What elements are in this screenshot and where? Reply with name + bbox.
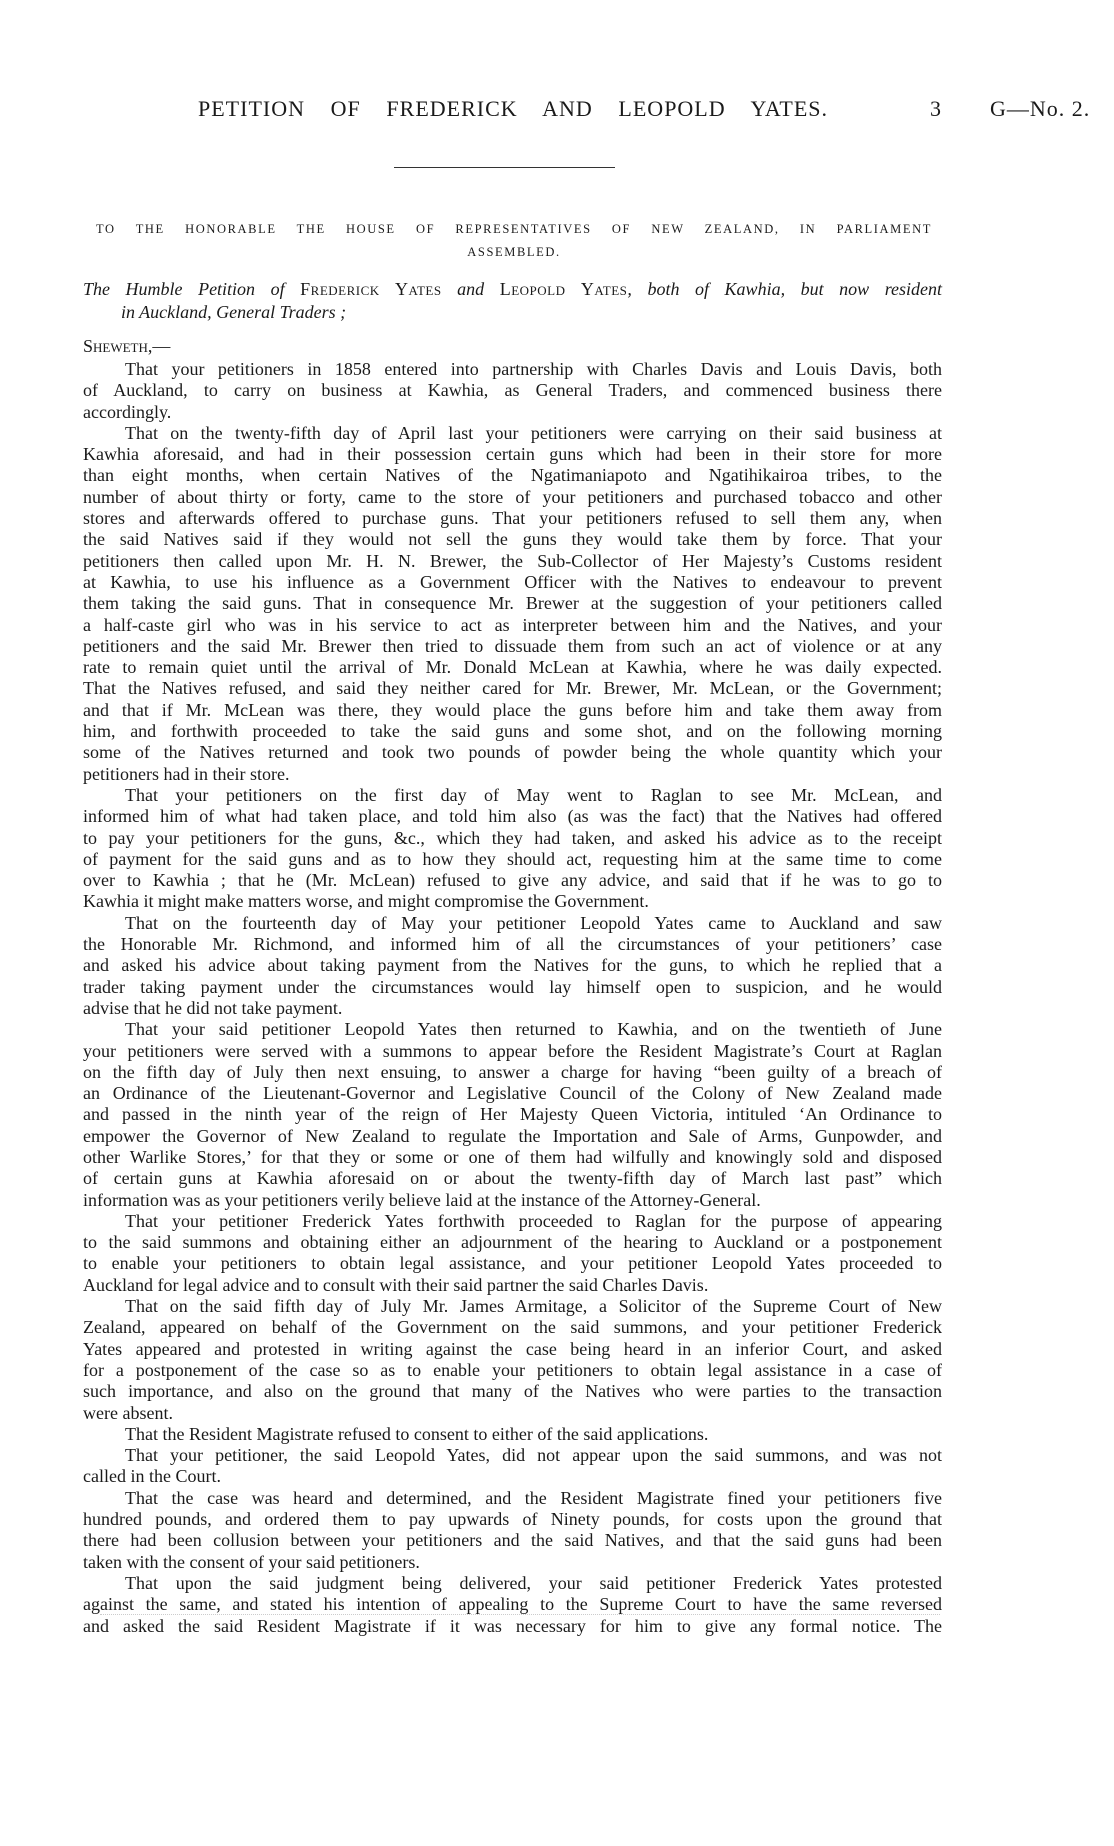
page-number: 3 (930, 96, 941, 121)
paragraph-line: such importance, and also on the ground that many of the Natives who were parties to the transaction (83, 1381, 942, 1402)
paragraph-line: That your petitioner, the said Leopold Yates, did not appear upon the said summons, and was not (125, 1445, 942, 1466)
paragraph-line: and that if Mr. McLean was there, they would place the guns before him and take them away from (83, 699, 942, 720)
petition-intro (83, 278, 942, 324)
paragraph-line: That on the twenty-fifth day of April last your petitioners were carrying on their said business at (125, 422, 942, 443)
paragraph-line: empower the Governor of New Zealand to regulate the Importation and Sale of Arms, Gunpowder, and (83, 1125, 942, 1146)
paragraph-line: That on the said fifth day of July Mr. James Armitage, a Solicitor of the Supreme Court of New (125, 1296, 942, 1317)
paragraph (83, 1211, 942, 1296)
paragraph-line: him, and forthwith proceeded to take the said guns and some shot, and on the following morning (83, 721, 942, 742)
paragraph-line: on the fifth day of July then next ensuing, to answer a charge for having “been guilty of a breach of (83, 1061, 942, 1082)
paragraph-line: number of about thirty or forty, came to the store of your petitioners and purchased tobacco and other (83, 486, 942, 507)
paragraph-line: some of the Natives returned and took two pounds of powder being the whole quantity which your (83, 742, 942, 763)
paragraph (83, 1424, 942, 1445)
intro-text: The Humble Petition of (83, 279, 301, 299)
paragraph-line: and asked his advice about taking payment from the Natives for the guns, to which he replied that a (83, 955, 942, 976)
paragraph-line: petitioners had in their store. (83, 763, 290, 784)
paragraph-line: That the Resident Magistrate refused to consent to either of the said applications. (125, 1423, 709, 1444)
paragraph-line: an Ordinance of the Lieutenant-Governor and Legislative Council of the Colony of New Zealand made (83, 1083, 942, 1104)
paragraph-line: accordingly. (83, 401, 172, 422)
paragraph-line: them taking the said guns. That in consequence Mr. Brewer at the suggestion of your petitioners called (83, 593, 942, 614)
paragraph-line: and passed in the ninth year of the reign of Her Majesty Queen Victoria, intituled ‘An Ordinance to (83, 1104, 942, 1125)
paragraph-line: That upon the said judgment being delivered, your said petitioner Frederick Yates protested (125, 1572, 942, 1593)
running-title: PETITION OF FREDERICK AND LEOPOLD YATES. (198, 96, 828, 121)
paragraph-line: were absent. (83, 1402, 173, 1423)
paragraph-line: to the said summons and obtaining either an adjournment of the hearing to Auckland or a postponement (83, 1232, 942, 1253)
paragraph-line: than eight months, when certain Natives of the Ngatimaniapoto and Ngatihikairoa tribes, to the (83, 465, 942, 486)
paragraph-line: for a postponement of the case so as to enable your petitioners to obtain legal assistance in a case of (83, 1359, 942, 1380)
paragraph-line: the said Natives said if they would not sell the guns they would take them by force. That your (83, 529, 942, 550)
paragraph-line: to pay your petitioners for the guns, &c., which they had taken, and asked his advice as to the receipt (83, 827, 942, 848)
paragraph-line: advise that he did not take payment. (83, 997, 343, 1018)
paragraph-line: your petitioners were served with a summons to appear before the Resident Magistrate’s Court at Raglan (83, 1040, 942, 1061)
paragraph (83, 423, 942, 785)
petition-body (83, 359, 942, 1637)
paragraph-line: trader taking payment under the circumstances would lay himself open to suspicion, and he would (83, 976, 942, 997)
intro-text: , both of Kawhia, but now resident (627, 279, 943, 299)
paragraph-line: of payment for the said guns and as to how they should act, requesting him at the same time to come (83, 848, 942, 869)
paragraph-line: information was as your petitioners verily believe laid at the instance of the Attorney-General. (83, 1189, 761, 1210)
paragraph-line: other Warlike Stores,’ for that they or some or one of them had wilfully and knowingly sold and disposed (83, 1146, 942, 1167)
paragraph-line: rate to remain quiet until the arrival of Mr. Donald McLean at Kawhia, where he was daily expected. (83, 657, 942, 678)
paragraph (83, 1445, 942, 1488)
address-line-2: ASSEMBLED. (467, 245, 561, 259)
paragraph-line: of certain guns at Kawhia aforesaid on or about the twenty-fifth day of March last past” which (83, 1168, 942, 1189)
paragraph-line: informed him of what had taken place, and told him also (as was the fact) that the Natives had offered (83, 806, 942, 827)
paragraph-line: the Honorable Mr. Richmond, and informed him of all the circumstances of your petitioners’ case (83, 934, 942, 955)
paragraph-line: petitioners and the said Mr. Brewer then tried to dissuade them from such an act of violence or at any (83, 635, 942, 656)
paragraph-line: hundred pounds, and ordered them to pay upwards of Ninety pounds, for costs upon the ground that (83, 1509, 942, 1530)
paragraph-line: That your said petitioner Leopold Yates then returned to Kawhia, and on the twentieth of June (125, 1019, 942, 1040)
intro-text: and (441, 279, 500, 299)
paragraph-line: That the case was heard and determined, and the Resident Magistrate fined your petitioners five (125, 1487, 942, 1508)
paragraph (83, 1488, 942, 1573)
paragraph-line: taken with the consent of your said petitioners. (83, 1551, 420, 1572)
petitioner-name-2: Leopold Yates (499, 279, 628, 299)
header-divider (394, 167, 615, 168)
paragraph (83, 1019, 942, 1211)
paragraph (83, 785, 942, 913)
paragraph-line: to enable your petitioners to obtain legal assistance, and your petitioner Leopold Yates proceeded to (83, 1253, 942, 1274)
paragraph-line: That the Natives refused, and said they neither cared for Mr. Brewer, Mr. McLean, or the Government; (83, 678, 942, 699)
paragraph-line: there had been collusion between your petitioners and the said Natives, and that the said guns had been (83, 1530, 942, 1551)
address-line-1: TO THE HONORABLE THE HOUSE OF REPRESENTATIVES OF NEW ZEALAND, IN PARLIAMENT (96, 222, 932, 236)
address-heading (96, 218, 932, 264)
petition-intro-line-1 (83, 278, 942, 301)
paragraph-line: That your petitioner Frederick Yates forthwith proceeded to Raglan for the purpose of appearing (125, 1210, 942, 1231)
paragraph-line: stores and afterwards offered to purchase guns. That your petitioners refused to sell them any, when (83, 508, 942, 529)
paragraph-line: That on the fourteenth day of May your petitioner Leopold Yates came to Auckland and saw (125, 912, 942, 933)
paragraph-line: of Auckland, to carry on business at Kawhia, as General Traders, and commenced business there (83, 380, 942, 401)
petitioner-name-1: Frederick Yates (300, 279, 442, 299)
paragraph-line: and asked the said Resident Magistrate if it was necessary for him to give any formal notice. The (83, 1615, 942, 1636)
paragraph-line: over to Kawhia ; that he (Mr. McLean) refused to give any advice, and said that if he was to go to (83, 870, 942, 891)
paragraph-line: Kawhia aforesaid, and had in their possession certain guns which had been in their store for more (83, 444, 942, 465)
paragraph-line: petitioners then called upon Mr. H. N. Brewer, the Sub-Collector of Her Majesty’s Customs resident (83, 550, 942, 571)
paragraph-line: That your petitioners on the first day of May went to Raglan to see Mr. McLean, and (125, 784, 942, 805)
paragraph-line: called in the Court. (83, 1466, 221, 1487)
paragraph-line: That your petitioners in 1858 entered into partnership with Charles Davis and Louis Davis, both (125, 359, 942, 379)
paragraph-line: a half-caste girl who was in his service to act as interpreter between him and the Natives, and your (83, 614, 942, 635)
paragraph-line: Yates appeared and protested in writing against the case being heard in an inferior Court, and asked (83, 1338, 942, 1359)
paragraph-line: against the same, and stated his intention of appealing to the Supreme Court to have the same reversed (83, 1594, 942, 1615)
paragraph-line: at Kawhia, to use his influence as a Government Officer with the Natives to endeavour to prevent (83, 571, 942, 592)
document-number: G—No. 2. (990, 96, 1091, 121)
paragraph (83, 1573, 942, 1637)
paragraph-line: Auckland for legal advice and to consult with their said partner the said Charles Davis. (83, 1274, 709, 1295)
paragraph (83, 913, 942, 1019)
sheweth-heading: Sheweth,— (83, 336, 171, 356)
paragraph (83, 1296, 942, 1424)
paragraph-line: Zealand, appeared on behalf of the Government on the said summons, and your petitioner Frederick (83, 1317, 942, 1338)
paragraph (83, 359, 942, 423)
petition-intro-line-2: in Auckland, General Traders ; (121, 302, 347, 322)
show-through-residue (100, 1614, 940, 1615)
paragraph-line: Kawhia it might make matters worse, and might compromise the Government. (83, 891, 649, 912)
